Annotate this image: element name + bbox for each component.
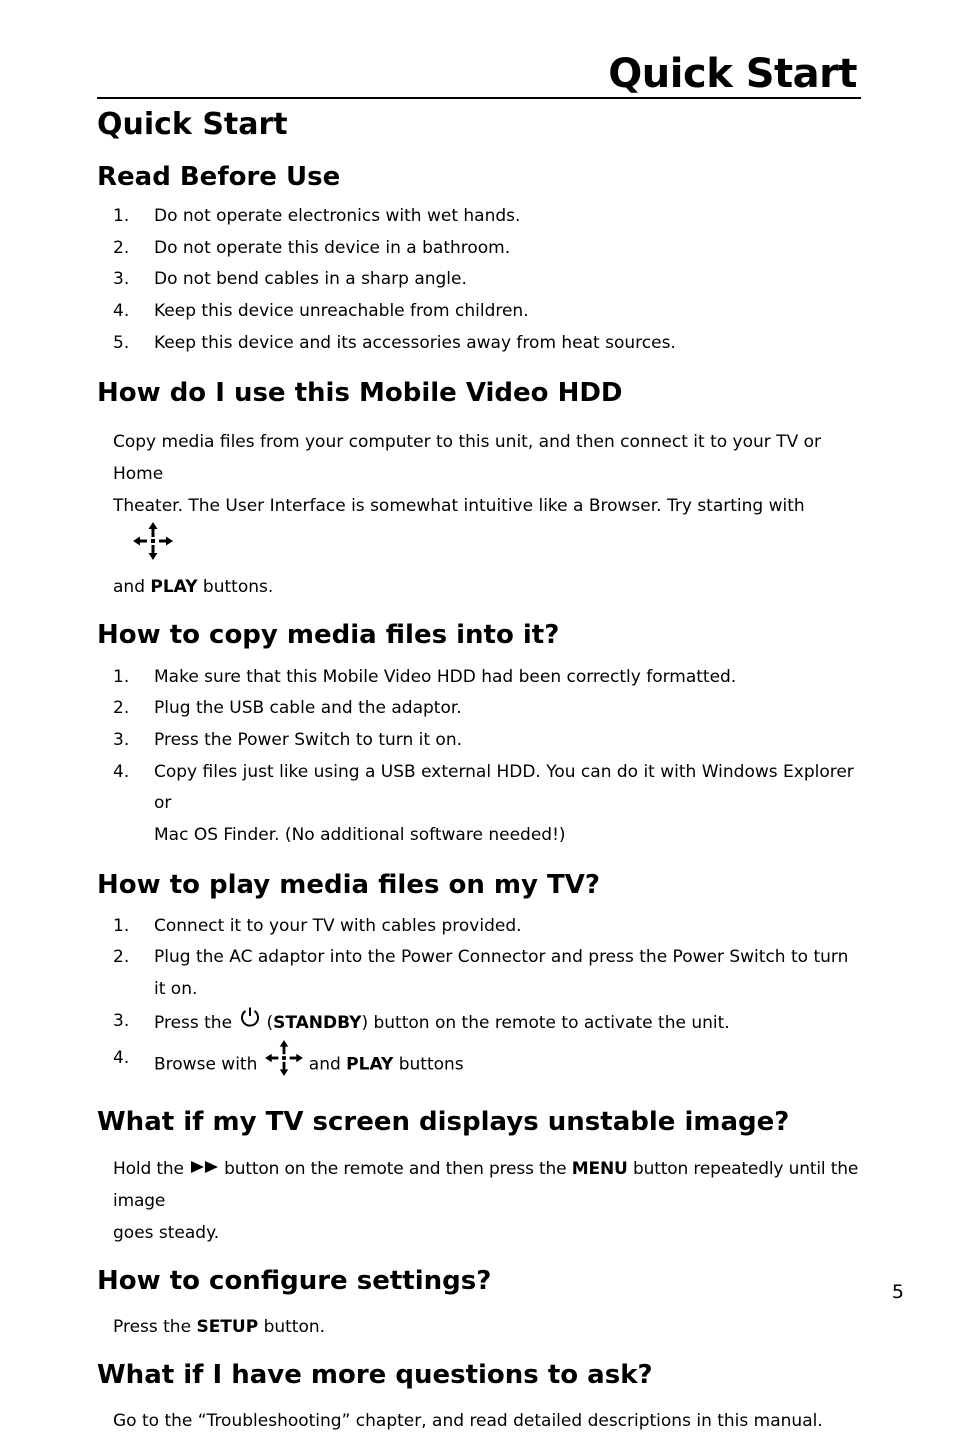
paragraph-text: Hold the (113, 1158, 184, 1179)
item-number: 5. (113, 332, 130, 353)
standby-button-label: STANDBY (273, 1012, 362, 1033)
paragraph-text: button. (258, 1316, 326, 1337)
item-number: 3. (113, 729, 130, 750)
list-item (97, 942, 861, 1005)
item-text: Keep this device unreachable from children. (154, 301, 529, 322)
item-number: 2. (113, 947, 130, 968)
item-number: 4. (113, 761, 130, 782)
item-number: 3. (113, 1010, 130, 1031)
heading-more-questions: What if I have more questions to ask? (97, 1359, 653, 1390)
header-rule (97, 97, 861, 99)
list-item (97, 757, 861, 852)
list-play-tv (97, 911, 861, 1089)
item-number: 1. (113, 206, 130, 226)
play-button-label: PLAY (346, 1054, 394, 1075)
heading-configure-settings: How to configure settings? (97, 1265, 492, 1296)
paragraph-text: button repeatedly until the image (113, 1158, 859, 1211)
fast-forward-icon (191, 1153, 219, 1185)
heading-play-tv: How to play media files on my TV? (97, 869, 600, 900)
list-read-before-use (97, 201, 861, 360)
item-number: 1. (113, 666, 130, 687)
item-text: Plug the AC adaptor into the Power Connector and press the Power Switch to turn it on. (154, 947, 849, 1000)
page-number: 5 (891, 1281, 904, 1303)
paragraph-line: Go to the “Troubleshooting” chapter, and read detailed descriptions in this manual. (113, 1410, 823, 1431)
paragraph-line (97, 1153, 861, 1217)
list-item (97, 693, 861, 725)
item-text: Connect it to your TV with cables provided. (154, 915, 522, 936)
play-button-label: PLAY (150, 576, 198, 597)
item-number: 4. (113, 301, 130, 322)
list-item (97, 911, 861, 943)
item-text: and (303, 1054, 347, 1075)
paragraph-line (97, 490, 861, 571)
menu-button-label: MENU (571, 1158, 628, 1179)
navigation-arrows-icon (133, 522, 173, 571)
paragraph-line (97, 571, 861, 603)
item-text: Keep this device and its accessories away from heat sources. (154, 332, 676, 353)
list-item (97, 1040, 861, 1089)
navigation-arrows-icon (265, 1040, 303, 1089)
item-number: 2. (113, 698, 130, 719)
list-item (97, 1006, 861, 1040)
list-item (97, 296, 861, 328)
heading-how-use: How do I use this Mobile Video HDD (97, 377, 623, 408)
paragraph-line (97, 1311, 861, 1343)
item-text: Press the (154, 1012, 233, 1033)
paragraph-text: button on the remote and then press the (218, 1158, 572, 1179)
item-number: 1. (113, 915, 130, 936)
page-title: Quick Start (97, 107, 288, 142)
list-item (97, 201, 861, 233)
item-text: Copy files just like using a USB external HDD. You can do it with Windows Explorer or (154, 761, 854, 814)
item-text: Mac OS Finder. (No additional software needed!) (154, 825, 566, 846)
header-title: Quick Start (608, 51, 857, 97)
paragraph-text: Press the (113, 1316, 197, 1337)
page-content (97, 104, 861, 1437)
list-item (97, 264, 861, 296)
item-text: buttons (393, 1054, 464, 1075)
item-text: Do not operate electronics with wet hands. (154, 206, 521, 226)
heading-copy-files: How to copy media files into it? (97, 619, 560, 650)
paragraph-line: Copy media files from your computer to this unit, and then connect it to your TV or Home (113, 431, 821, 484)
item-text: Browse with (154, 1054, 258, 1075)
heading-unstable-image: What if my TV screen displays unstable image? (97, 1106, 790, 1137)
list-item (97, 725, 861, 757)
item-text: ) button on the remote to activate the unit. (361, 1012, 730, 1033)
item-text: ( (261, 1012, 274, 1033)
item-number: 2. (113, 237, 130, 258)
item-number: 3. (113, 269, 130, 290)
paragraph-text: and (113, 576, 151, 597)
list-item (97, 233, 861, 265)
paragraph-line: goes steady. (113, 1222, 220, 1243)
list-copy-files (97, 662, 861, 852)
heading-read-before-use: Read Before Use (97, 162, 341, 192)
item-text: Do not bend cables in a sharp angle. (154, 269, 467, 290)
list-item (97, 662, 861, 694)
item-text: Make sure that this Mobile Video HDD had been correctly formatted. (154, 666, 737, 687)
item-number: 4. (113, 1047, 130, 1068)
item-text: Do not operate this device in a bathroom. (154, 237, 511, 258)
list-item (97, 328, 861, 360)
item-text: Plug the USB cable and the adaptor. (154, 698, 462, 719)
paragraph-text: buttons. (197, 576, 274, 597)
power-standby-icon (239, 1006, 261, 1040)
paragraph-text: Theater. The User Interface is somewhat intuitive like a Browser. Try starting with (113, 495, 805, 516)
setup-button-label: SETUP (196, 1316, 259, 1337)
item-text: Press the Power Switch to turn it on. (154, 729, 463, 750)
